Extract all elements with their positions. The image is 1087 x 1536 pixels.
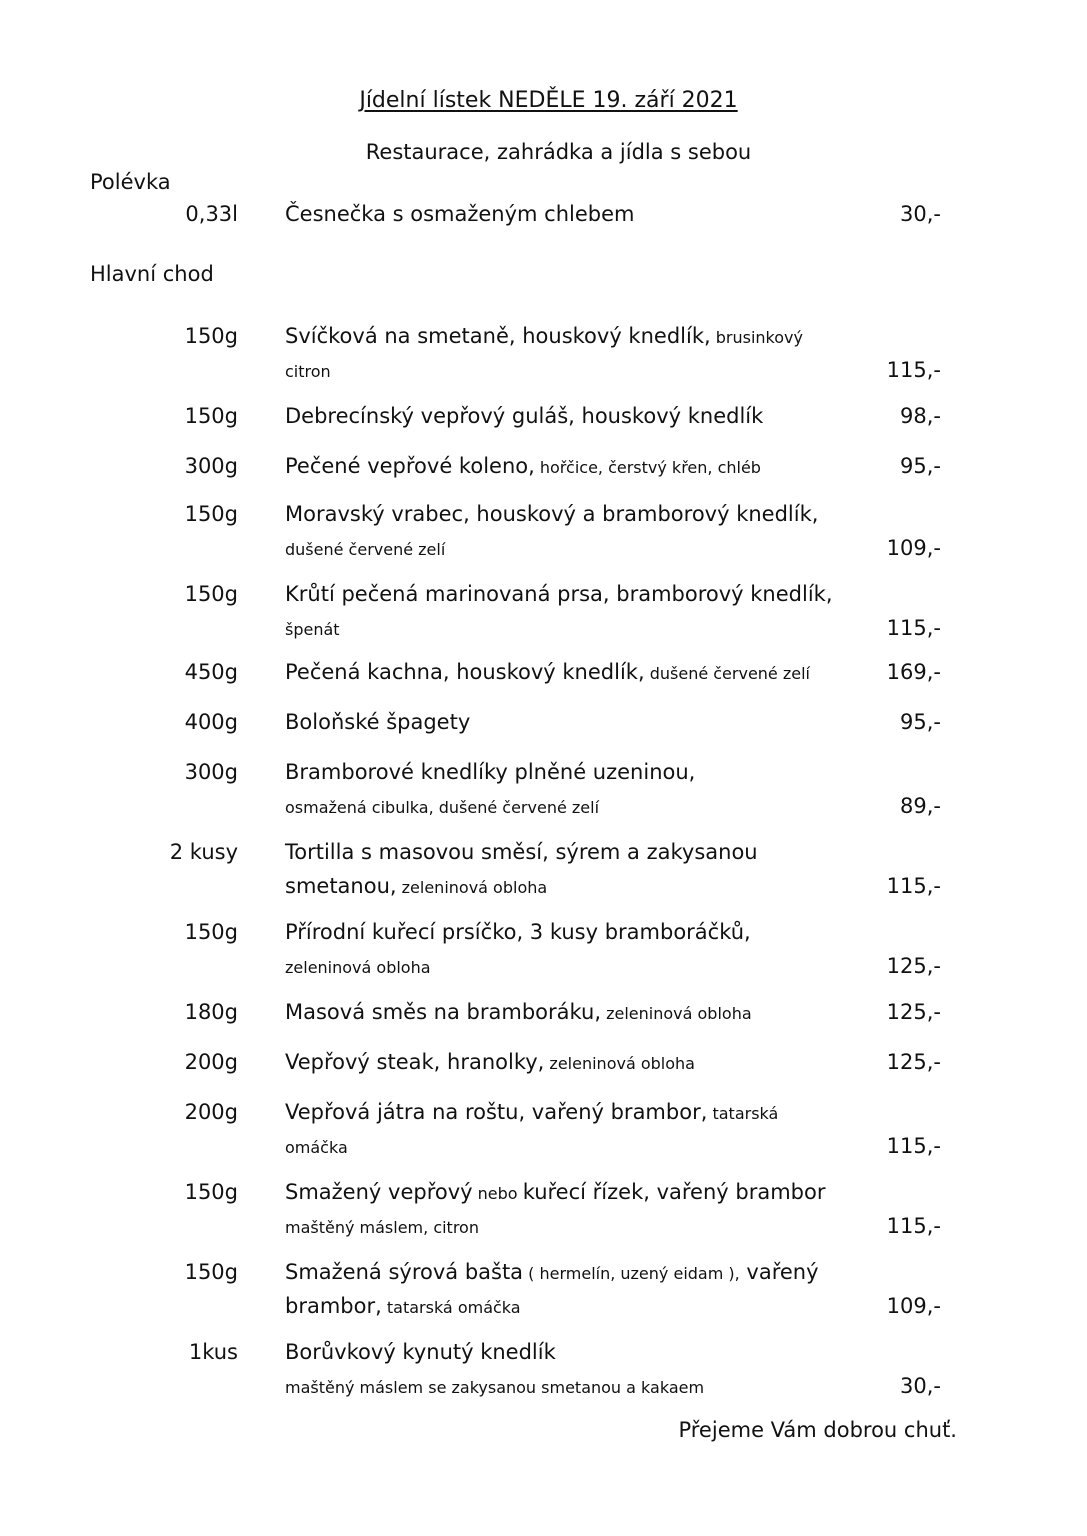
item-line1 bbox=[285, 500, 885, 528]
item-line1 bbox=[285, 1338, 885, 1366]
item-line1 bbox=[285, 998, 885, 1026]
item-qty: 150g bbox=[184, 324, 238, 348]
item-qty: 1kus bbox=[188, 1340, 238, 1364]
item-qty: 300g bbox=[184, 454, 238, 478]
item-note: citron bbox=[285, 362, 331, 381]
item-line1 bbox=[285, 1178, 885, 1206]
item-price: 115,- bbox=[886, 1214, 941, 1238]
item-note: tatarská omáčka bbox=[381, 1298, 521, 1317]
item-line1 bbox=[285, 1098, 885, 1126]
item-line2 bbox=[285, 1292, 885, 1316]
item-note: dušené červené zelí bbox=[644, 664, 810, 683]
item-note: zeleninová obloha bbox=[601, 1004, 752, 1023]
item-desc bbox=[285, 580, 885, 638]
item-name: Přírodní kuřecí prsíčko, 3 kusy bramboráčků, bbox=[285, 920, 751, 944]
item-line2 bbox=[285, 1212, 885, 1236]
item-line1 bbox=[285, 322, 885, 350]
item-note: maštěný máslem se zakysanou smetanou a kakaem bbox=[285, 1378, 705, 1397]
item-price: 125,- bbox=[886, 954, 941, 978]
item-note: brusinkový bbox=[710, 328, 803, 347]
item-qty: 400g bbox=[184, 710, 238, 734]
item-desc bbox=[285, 1048, 885, 1076]
item-note: dušené červené zelí bbox=[285, 540, 446, 559]
item-line1 bbox=[285, 708, 885, 736]
item-note: tatarská bbox=[707, 1104, 779, 1123]
item-desc bbox=[285, 1098, 885, 1156]
item-name: Masová směs na bramboráku, bbox=[285, 1000, 602, 1024]
item-price: 95,- bbox=[900, 710, 941, 734]
item-note: osmažená cibulka, dušené červené zelí bbox=[285, 798, 600, 817]
item-name: Vepřová játra na roštu, vařený brambor, bbox=[285, 1100, 708, 1124]
item-price: 95,- bbox=[900, 454, 941, 478]
closing-text: Přejeme Vám dobrou chuť. bbox=[678, 1418, 957, 1442]
item-price: 125,- bbox=[886, 1050, 941, 1074]
item-qty: 150g bbox=[184, 1260, 238, 1284]
item-price: 125,- bbox=[886, 1000, 941, 1024]
item-price: 115,- bbox=[886, 616, 941, 640]
item-qty: 150g bbox=[184, 1180, 238, 1204]
item-qty: 150g bbox=[184, 502, 238, 526]
item-desc bbox=[285, 708, 885, 736]
item-line2 bbox=[285, 614, 885, 638]
item-qty: 200g bbox=[184, 1100, 238, 1124]
item-note: ( hermelín, uzený eidam ), bbox=[523, 1264, 740, 1283]
item-qty: 2 kusy bbox=[169, 840, 238, 864]
item-desc bbox=[285, 918, 885, 976]
item-desc bbox=[285, 1258, 885, 1316]
item-name: Smažená sýrová bašta bbox=[285, 1260, 524, 1284]
item-desc bbox=[285, 452, 885, 480]
item-name: Moravský vrabec, houskový a bramborový knedlík, bbox=[285, 502, 819, 526]
item-price: 30,- bbox=[900, 1374, 941, 1398]
item-note: maštěný máslem, citron bbox=[285, 1218, 479, 1237]
item-line2 bbox=[285, 356, 885, 380]
item-desc bbox=[285, 998, 885, 1026]
item-qty: 200g bbox=[184, 1050, 238, 1074]
item-line1 bbox=[285, 580, 885, 608]
item-name-cont: smetanou, bbox=[285, 874, 397, 898]
item-desc bbox=[285, 200, 885, 228]
item-line1 bbox=[285, 452, 885, 480]
item-qty: 150g bbox=[184, 920, 238, 944]
main-heading: Hlavní chod bbox=[90, 262, 214, 286]
item-line2 bbox=[285, 1372, 885, 1396]
item-name: Bramborové knedlíky plněné uzeninou, bbox=[285, 760, 696, 784]
item-name: Vepřový steak, hranolky, bbox=[285, 1050, 545, 1074]
menu-title: Jídelní lístek NEDĚLE 19. září 2021 bbox=[359, 88, 738, 113]
item-line2 bbox=[285, 872, 885, 896]
menu-subtitle: Restaurace, zahrádka a jídla s sebou bbox=[365, 140, 752, 164]
item-price: 169,- bbox=[886, 660, 941, 684]
item-line1 bbox=[285, 658, 885, 686]
item-name: Krůtí pečená marinovaná prsa, bramborový knedlík, bbox=[285, 582, 833, 606]
item-note: nebo bbox=[472, 1184, 523, 1203]
item-desc bbox=[285, 500, 885, 558]
soup-heading: Polévka bbox=[90, 170, 171, 194]
item-desc bbox=[285, 1178, 885, 1236]
item-price: 30,- bbox=[900, 202, 941, 226]
item-qty: 0,33l bbox=[185, 202, 238, 226]
item-qty: 180g bbox=[184, 1000, 238, 1024]
item-name: Česnečka s osmaženým chlebem bbox=[285, 202, 635, 226]
item-qty: 150g bbox=[184, 404, 238, 428]
item-desc bbox=[285, 838, 885, 896]
item-qty: 150g bbox=[184, 582, 238, 606]
item-note: zeleninová obloha bbox=[544, 1054, 695, 1073]
item-desc bbox=[285, 322, 885, 380]
item-qty: 300g bbox=[184, 760, 238, 784]
item-line1 bbox=[285, 402, 885, 430]
item-name: Svíčková na smetaně, houskový knedlík, bbox=[285, 324, 711, 348]
item-line1 bbox=[285, 918, 885, 946]
item-note: špenát bbox=[285, 620, 340, 639]
item-name-cont: brambor, bbox=[285, 1294, 382, 1318]
item-qty: 450g bbox=[184, 660, 238, 684]
item-name: Borůvkový kynutý knedlík bbox=[285, 1340, 556, 1364]
item-price: 98,- bbox=[900, 404, 941, 428]
item-note: omáčka bbox=[285, 1138, 348, 1157]
item-name-cont: kuřecí řízek, vařený brambor bbox=[522, 1180, 826, 1204]
item-desc bbox=[285, 758, 885, 816]
item-desc bbox=[285, 658, 885, 686]
item-desc bbox=[285, 402, 885, 430]
item-note: zeleninová obloha bbox=[396, 878, 548, 897]
item-name: Pečená kachna, houskový knedlík, bbox=[285, 660, 645, 684]
item-line2 bbox=[285, 534, 885, 558]
item-price: 89,- bbox=[900, 794, 941, 818]
item-name: Boloňské špagety bbox=[285, 710, 471, 734]
item-name: Smažený vepřový bbox=[285, 1180, 473, 1204]
item-name-cont: vařený bbox=[739, 1260, 819, 1284]
item-price: 115,- bbox=[886, 1134, 941, 1158]
item-line1 bbox=[285, 758, 885, 786]
item-line2 bbox=[285, 792, 885, 816]
item-price: 109,- bbox=[886, 1294, 941, 1318]
item-line2 bbox=[285, 952, 885, 976]
item-name: Pečené vepřové koleno, bbox=[285, 454, 535, 478]
item-note: zeleninová obloha bbox=[285, 958, 431, 977]
item-line1 bbox=[285, 838, 885, 866]
item-note: hořčice, čerstvý křen, chléb bbox=[534, 458, 761, 477]
item-line1 bbox=[285, 1048, 885, 1076]
item-price: 115,- bbox=[886, 358, 941, 382]
item-line2 bbox=[285, 1132, 885, 1156]
item-price: 115,- bbox=[886, 874, 941, 898]
item-price: 109,- bbox=[886, 536, 941, 560]
item-name: Tortilla s masovou směsí, sýrem a zakysanou bbox=[285, 840, 758, 864]
item-desc bbox=[285, 1338, 885, 1396]
item-line1 bbox=[285, 1258, 885, 1286]
item-name: Debrecínský vepřový guláš, houskový knedlík bbox=[285, 404, 764, 428]
